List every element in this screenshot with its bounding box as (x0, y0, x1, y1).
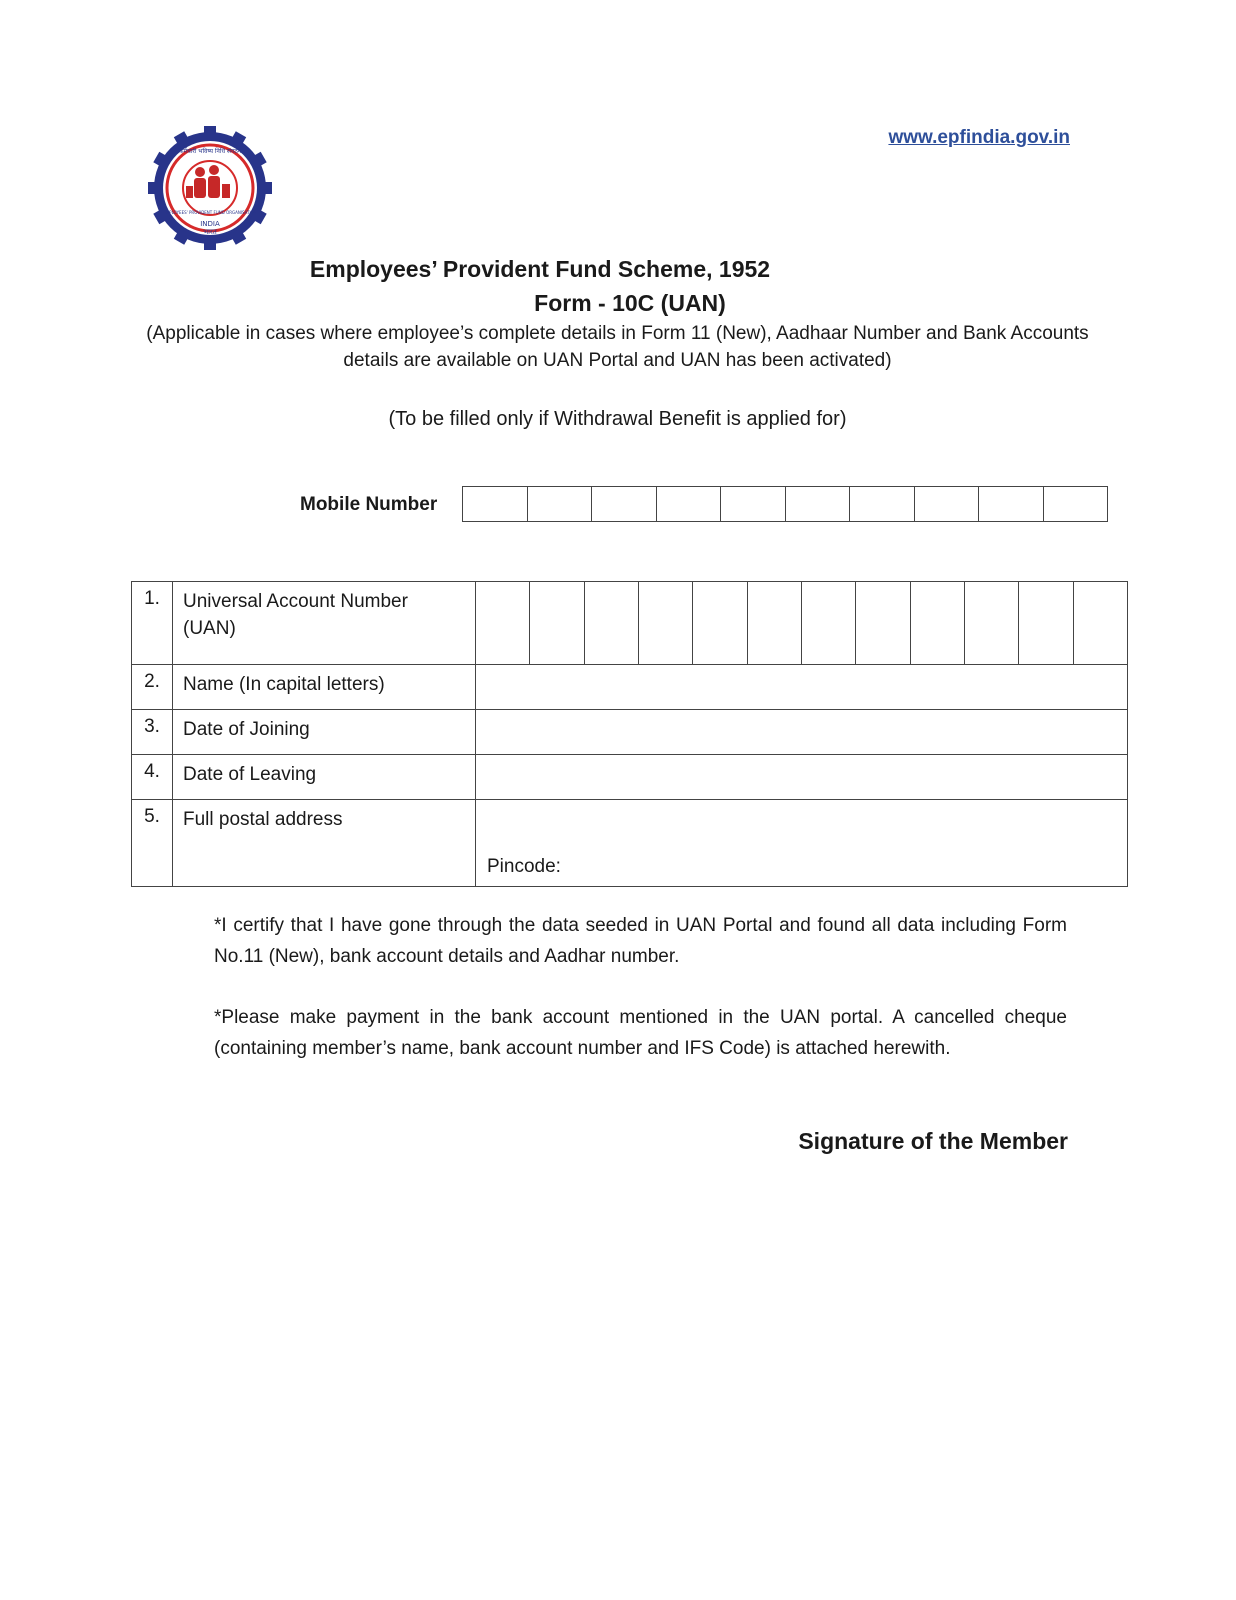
applicability-note: (Applicable in cases where employee’s complete details in Form 11 (New), Aadhaar Number and Bank Accounts details are available on UAN Portal and UAN has been activated) (146, 323, 1089, 371)
uan-digit-box[interactable] (530, 582, 584, 664)
row-number: 1. (132, 582, 173, 665)
row-label-address: Full postal address (173, 800, 476, 887)
mobile-number-boxes[interactable] (462, 486, 1108, 522)
table-row-name (132, 665, 1128, 710)
uan-digit-box[interactable] (802, 582, 856, 664)
mobile-digit-box[interactable] (592, 487, 657, 521)
uan-digit-box[interactable] (693, 582, 747, 664)
logo-english-name: EMPLOYEES' PROVIDENT FUND ORGANISATION (163, 210, 257, 215)
mobile-digit-box[interactable] (915, 487, 980, 521)
row-number: 4. (132, 755, 173, 800)
row-label-date-of-joining: Date of Joining (173, 710, 476, 755)
certification-payment: *Please make payment in the bank account mentioned in the UAN portal. A cancelled cheque (containing member’s name, bank account number and IFS Code) is attached herewith. (214, 1007, 1067, 1059)
uan-digit-box[interactable] (965, 582, 1019, 664)
row-label-uan: Universal Account Number (UAN) (173, 582, 476, 665)
row-number: 2. (132, 665, 173, 710)
logo-india-text: INDIA (200, 220, 220, 228)
uan-digit-box[interactable] (1019, 582, 1073, 664)
mobile-number-label: Mobile Number (300, 494, 438, 515)
scheme-title: Employees’ Provident Fund Scheme, 1952 (309, 256, 771, 282)
table-row-date-of-leaving (132, 755, 1128, 800)
uan-digit-box[interactable] (476, 582, 530, 664)
uan-digit-box[interactable] (911, 582, 965, 664)
signature-label: Signature of the Member (798, 1128, 1068, 1154)
table-row-date-of-joining (132, 710, 1128, 755)
form-title: Form - 10C (UAN) (534, 290, 726, 316)
mobile-digit-box[interactable] (657, 487, 722, 521)
table-row-uan (132, 582, 1128, 665)
row-label-name: Name (In capital letters) (173, 665, 476, 710)
uan-digit-boxes[interactable] (476, 582, 1127, 664)
mobile-digit-box[interactable] (786, 487, 851, 521)
uan-digit-box[interactable] (856, 582, 910, 664)
mobile-digit-box[interactable] (528, 487, 593, 521)
member-details-table (131, 581, 1128, 887)
date-of-joining-field[interactable] (476, 710, 1128, 755)
date-of-leaving-field[interactable] (476, 755, 1128, 800)
row-number: 3. (132, 710, 173, 755)
certification-data-check: *I certify that I have gone through the data seeded in UAN Portal and found all data including Form No.11 (New), bank account details and Aadhar number. (214, 915, 1067, 967)
mobile-digit-box[interactable] (979, 487, 1044, 521)
mobile-digit-box[interactable] (1044, 487, 1108, 521)
logo-bharat-text: भारत (203, 228, 217, 236)
pincode-label: Pincode: (487, 856, 561, 877)
mobile-digit-box[interactable] (850, 487, 915, 521)
withdrawal-note: (To be filled only if Withdrawal Benefit is applied for) (388, 408, 847, 430)
name-field[interactable] (476, 665, 1128, 710)
table-row-address (132, 800, 1128, 887)
row-number: 5. (132, 800, 173, 887)
uan-digit-box[interactable] (585, 582, 639, 664)
uan-digit-box[interactable] (1074, 582, 1127, 664)
uan-digit-box[interactable] (639, 582, 693, 664)
mobile-digit-box[interactable] (721, 487, 786, 521)
epfo-logo (148, 126, 272, 250)
uan-field[interactable] (476, 582, 1128, 665)
website-link[interactable]: www.epfindia.gov.in (888, 127, 1070, 148)
mobile-digit-box[interactable] (463, 487, 528, 521)
row-label-date-of-leaving: Date of Leaving (173, 755, 476, 800)
logo-hindi-name: कर्मचारी भविष्य निधि संगठन (178, 148, 242, 155)
uan-digit-box[interactable] (748, 582, 802, 664)
address-field[interactable] (476, 800, 1128, 887)
